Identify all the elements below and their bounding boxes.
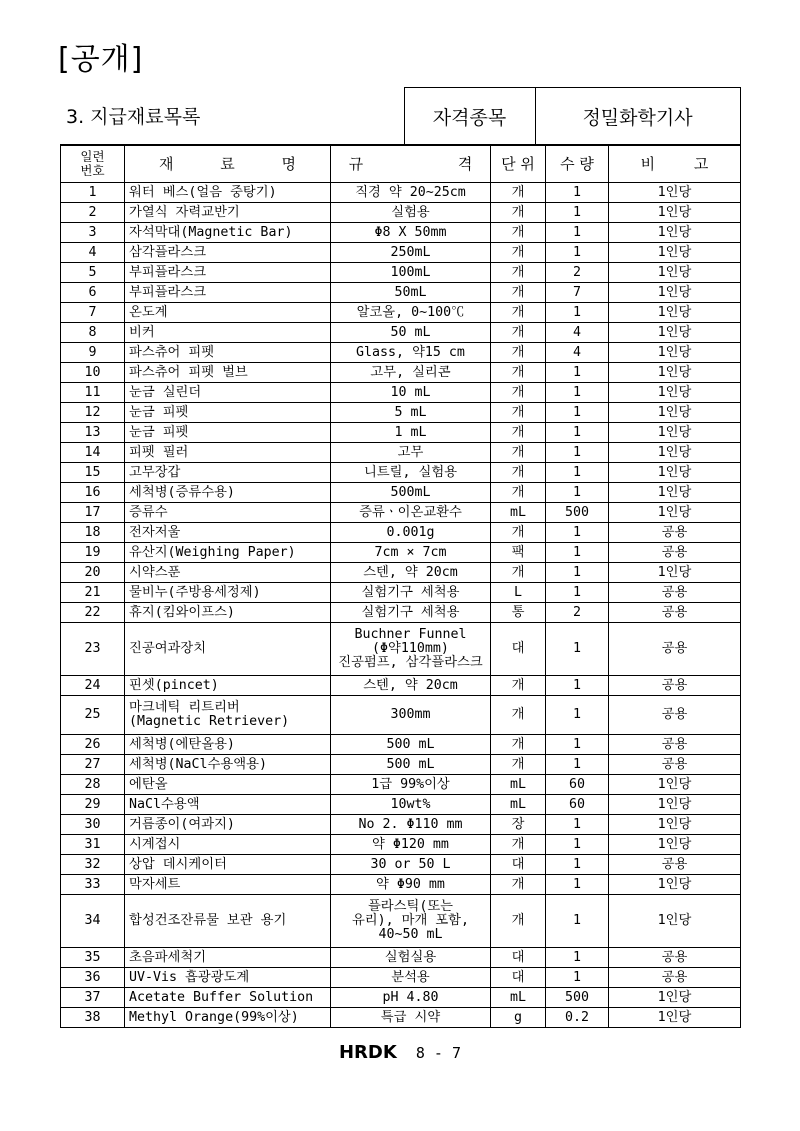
cell-qty: 1 [546, 443, 609, 463]
cell-qty: 1 [546, 895, 609, 948]
cell-spec: 스텐, 약 20cm [331, 563, 491, 583]
cell-unit: 대 [491, 623, 546, 676]
cell-unit: g [491, 1008, 546, 1028]
cell-name: 상압 데시케이터 [125, 855, 331, 875]
cell-name: 눈금 피펫 [125, 423, 331, 443]
cell-spec-line: 진공펌프, 삼각플라스크 [338, 655, 483, 670]
cell-spec: 직경 약 20~25cm [331, 183, 491, 203]
cell-note: 1인당 [609, 383, 741, 403]
cell-name: 시약스푼 [125, 563, 331, 583]
table-row [61, 1008, 741, 1028]
cell-unit: 개 [491, 283, 546, 303]
cell-qty: 1 [546, 183, 609, 203]
cell-spec: 약 Φ90 mm [331, 875, 491, 895]
cell-spec: Glass, 약15 cm [331, 343, 491, 363]
cell-unit: 개 [491, 403, 546, 423]
cell-qty: 1 [546, 948, 609, 968]
col-header-num-text: 일련번호 [80, 149, 105, 178]
cell-num: 2 [61, 203, 125, 223]
cell-num: 35 [61, 948, 125, 968]
hrdk-logo: HRDK [338, 1042, 397, 1063]
cell-note: 1인당 [609, 483, 741, 503]
cell-note: 1인당 [609, 563, 741, 583]
cell-name: 세척병(증류수용) [125, 483, 331, 503]
cell-num: 32 [61, 855, 125, 875]
cell-unit: 팩 [491, 543, 546, 563]
cell-note: 1인당 [609, 343, 741, 363]
cell-num: 1 [61, 183, 125, 203]
col-header-qty: 수 량 [546, 146, 609, 183]
cell-name-line: (Magnetic Retriever) [129, 714, 290, 729]
cell-qty: 2 [546, 263, 609, 283]
cell-note: 1인당 [609, 263, 741, 283]
table-row [61, 383, 741, 403]
cell-qty: 1 [546, 463, 609, 483]
cell-name: 합성건조잔류물 보관 용기 [125, 895, 331, 948]
table-row [61, 223, 741, 243]
table-row [61, 183, 741, 203]
cell-name: 눈금 피펫 [125, 403, 331, 423]
cell-spec: 50 mL [331, 323, 491, 343]
cell-num: 25 [61, 696, 125, 735]
cell-num: 20 [61, 563, 125, 583]
cell-num: 31 [61, 835, 125, 855]
cell-num: 9 [61, 343, 125, 363]
table-row [61, 203, 741, 223]
cell-qty: 1 [546, 676, 609, 696]
cell-unit: 개 [491, 875, 546, 895]
cell-num: 11 [61, 383, 125, 403]
cell-num: 13 [61, 423, 125, 443]
cell-name: 세척병(NaCl수용액용) [125, 755, 331, 775]
materials-table [60, 145, 741, 1028]
cell-note: 공용 [609, 755, 741, 775]
cell-spec: 7cm × 7cm [331, 543, 491, 563]
cell-qty: 1 [546, 523, 609, 543]
table-row [61, 755, 741, 775]
cell-note: 1인당 [609, 303, 741, 323]
cell-note: 1인당 [609, 988, 741, 1008]
cell-num: 33 [61, 875, 125, 895]
cell-name: 눈금 실린더 [125, 383, 331, 403]
table-row [61, 363, 741, 383]
cell-num: 18 [61, 523, 125, 543]
cell-qty: 60 [546, 775, 609, 795]
table-row [61, 283, 741, 303]
cell-unit: 대 [491, 948, 546, 968]
table-row [61, 343, 741, 363]
cell-spec: 300mm [331, 696, 491, 735]
cell-num: 3 [61, 223, 125, 243]
cell-name: 부피플라스크 [125, 283, 331, 303]
cell-name: 유산지(Weighing Paper) [125, 543, 331, 563]
cell-qty: 0.2 [546, 1008, 609, 1028]
table-row [61, 263, 741, 283]
cell-num: 16 [61, 483, 125, 503]
cell-note: 1인당 [609, 403, 741, 423]
cell-spec: 실험실용 [331, 948, 491, 968]
cell-spec: 500 mL [331, 755, 491, 775]
cell-name: 자석막대(Magnetic Bar) [125, 223, 331, 243]
table-row [61, 503, 741, 523]
cell-note: 1인당 [609, 875, 741, 895]
cell-spec-line: Buchner Funnel [354, 627, 467, 642]
cell-num: 34 [61, 895, 125, 948]
cell-name: UV-Vis 흡광광도계 [125, 968, 331, 988]
cell-note: 1인당 [609, 503, 741, 523]
cell-unit: mL [491, 775, 546, 795]
cell-qty: 1 [546, 543, 609, 563]
cell-qty: 1 [546, 203, 609, 223]
cell-qty: 1 [546, 363, 609, 383]
cell-unit: mL [491, 795, 546, 815]
cell-note: 공용 [609, 735, 741, 755]
cell-name: 세척병(에탄올용) [125, 735, 331, 755]
cell-qty: 1 [546, 563, 609, 583]
cell-name-line: 마크네틱 리트리버 [129, 700, 240, 715]
cell-unit: 통 [491, 603, 546, 623]
cell-note: 1인당 [609, 835, 741, 855]
cell-spec-line: (Φ약110mm) [372, 641, 449, 656]
cell-spec: 분석용 [331, 968, 491, 988]
cell-note: 공용 [609, 523, 741, 543]
cell-name: 물비누(주방용세정제) [125, 583, 331, 603]
header-table [60, 87, 741, 145]
cell-unit: 개 [491, 303, 546, 323]
cell-spec [331, 895, 491, 948]
table-row [61, 775, 741, 795]
cell-spec: 5 mL [331, 403, 491, 423]
cell-qty: 1 [546, 875, 609, 895]
cell-unit: 개 [491, 363, 546, 383]
table-row [61, 583, 741, 603]
cell-note: 1인당 [609, 815, 741, 835]
cell-unit: 개 [491, 183, 546, 203]
cell-unit: 개 [491, 343, 546, 363]
cell-qty: 1 [546, 755, 609, 775]
table-row [61, 895, 741, 948]
cell-name: 휴지(킴와이프스) [125, 603, 331, 623]
cell-name: 증류수 [125, 503, 331, 523]
cell-num: 26 [61, 735, 125, 755]
cell-spec: 50mL [331, 283, 491, 303]
cell-name: 비커 [125, 323, 331, 343]
cell-qty: 1 [546, 968, 609, 988]
cell-name: 핀셋(pincet) [125, 676, 331, 696]
cell-name: 삼각플라스크 [125, 243, 331, 263]
cell-num: 29 [61, 795, 125, 815]
cell-num: 7 [61, 303, 125, 323]
cell-name: 부피플라스크 [125, 263, 331, 283]
cell-spec: 100mL [331, 263, 491, 283]
cell-unit: 개 [491, 696, 546, 735]
cell-unit: 개 [491, 243, 546, 263]
cell-note: 공용 [609, 583, 741, 603]
cell-unit: 개 [491, 835, 546, 855]
cell-spec: 30 or 50 L [331, 855, 491, 875]
cell-name: 파스츄어 피펫 [125, 343, 331, 363]
cell-spec: 고무 [331, 443, 491, 463]
table-row [61, 855, 741, 875]
cell-qty: 1 [546, 403, 609, 423]
cell-note: 공용 [609, 968, 741, 988]
table-row [61, 423, 741, 443]
cell-qty: 1 [546, 835, 609, 855]
cell-note: 1인당 [609, 183, 741, 203]
cell-note: 공용 [609, 543, 741, 563]
table-row [61, 543, 741, 563]
cell-name: 진공여과장치 [125, 623, 331, 676]
cell-num: 4 [61, 243, 125, 263]
cell-qty: 1 [546, 483, 609, 503]
cell-num: 14 [61, 443, 125, 463]
cell-unit: 개 [491, 483, 546, 503]
cell-num: 38 [61, 1008, 125, 1028]
cell-note: 공용 [609, 855, 741, 875]
cell-num: 17 [61, 503, 125, 523]
cell-qty: 2 [546, 603, 609, 623]
col-header-num [61, 146, 125, 183]
cell-unit: L [491, 583, 546, 603]
cell-num: 37 [61, 988, 125, 1008]
cell-unit: 개 [491, 463, 546, 483]
cell-spec: 실험용 [331, 203, 491, 223]
cell-note: 1인당 [609, 423, 741, 443]
cell-name: 파스츄어 피펫 벌브 [125, 363, 331, 383]
cell-note: 1인당 [609, 243, 741, 263]
cell-name: 에탄올 [125, 775, 331, 795]
table-row [61, 403, 741, 423]
cell-note: 1인당 [609, 775, 741, 795]
cell-spec: 알코올, 0~100℃ [331, 303, 491, 323]
qualification-label: 자격종목 [404, 88, 535, 145]
cell-qty: 1 [546, 583, 609, 603]
table-row [61, 735, 741, 755]
cell-spec: pH 4.80 [331, 988, 491, 1008]
cell-spec [331, 623, 491, 676]
cell-qty: 1 [546, 223, 609, 243]
cell-num: 23 [61, 623, 125, 676]
cell-name: 피펫 필러 [125, 443, 331, 463]
cell-note: 1인당 [609, 463, 741, 483]
cell-note: 공용 [609, 603, 741, 623]
table-row [61, 523, 741, 543]
cell-note: 1인당 [609, 203, 741, 223]
table-row [61, 323, 741, 343]
cell-name [125, 696, 331, 735]
col-header-unit: 단 위 [491, 146, 546, 183]
cell-unit: mL [491, 503, 546, 523]
cell-qty: 1 [546, 855, 609, 875]
cell-spec-line: 플라스틱(또는 [367, 899, 454, 914]
qualification-name: 정밀화학기사 [535, 88, 740, 145]
cell-spec: 특급 시약 [331, 1008, 491, 1028]
table-row [61, 603, 741, 623]
cell-num: 21 [61, 583, 125, 603]
cell-note: 1인당 [609, 323, 741, 343]
cell-note: 공용 [609, 948, 741, 968]
table-header-row [61, 146, 741, 183]
cell-unit: 대 [491, 855, 546, 875]
cell-unit: 개 [491, 443, 546, 463]
table-row [61, 875, 741, 895]
cell-note: 공용 [609, 676, 741, 696]
table-row [61, 988, 741, 1008]
cell-spec: 10 mL [331, 383, 491, 403]
cell-unit: 개 [491, 563, 546, 583]
cell-spec: Φ8 X 50mm [331, 223, 491, 243]
cell-spec: 250mL [331, 243, 491, 263]
cell-unit: mL [491, 988, 546, 1008]
cell-name: 초음파세척기 [125, 948, 331, 968]
cell-unit: 개 [491, 755, 546, 775]
cell-note: 1인당 [609, 1008, 741, 1028]
cell-qty: 1 [546, 696, 609, 735]
cell-note: 1인당 [609, 443, 741, 463]
cell-unit: 개 [491, 223, 546, 243]
page-footer [0, 1042, 800, 1063]
table-row [61, 443, 741, 463]
cell-unit: 개 [491, 203, 546, 223]
public-tag: [공개] [58, 42, 144, 77]
cell-spec-line: 유리), 마개 포함, [351, 913, 470, 928]
cell-num: 5 [61, 263, 125, 283]
cell-num: 24 [61, 676, 125, 696]
cell-spec: 10wt% [331, 795, 491, 815]
cell-unit: 개 [491, 735, 546, 755]
cell-name: Acetate Buffer Solution [125, 988, 331, 1008]
cell-unit: 개 [491, 423, 546, 443]
col-header-name: 재 료 명 [125, 146, 331, 183]
cell-name: Methyl Orange(99%이상) [125, 1008, 331, 1028]
table-row [61, 968, 741, 988]
cell-name: 고무장갑 [125, 463, 331, 483]
cell-qty: 1 [546, 303, 609, 323]
cell-note: 1인당 [609, 283, 741, 303]
cell-num: 28 [61, 775, 125, 795]
cell-qty: 1 [546, 383, 609, 403]
page-number: 8 - 7 [415, 1044, 461, 1062]
cell-unit: 대 [491, 968, 546, 988]
cell-note: 공용 [609, 696, 741, 735]
cell-spec: 스텐, 약 20cm [331, 676, 491, 696]
cell-qty: 60 [546, 795, 609, 815]
cell-name: 막자세트 [125, 875, 331, 895]
cell-qty: 4 [546, 343, 609, 363]
cell-note: 1인당 [609, 895, 741, 948]
cell-qty: 1 [546, 243, 609, 263]
table-row [61, 676, 741, 696]
cell-qty: 500 [546, 503, 609, 523]
table-row [61, 948, 741, 968]
cell-unit: 개 [491, 383, 546, 403]
cell-num: 19 [61, 543, 125, 563]
cell-qty: 1 [546, 815, 609, 835]
table-row [61, 623, 741, 676]
cell-spec: 니트릴, 실험용 [331, 463, 491, 483]
cell-qty: 500 [546, 988, 609, 1008]
cell-num: 30 [61, 815, 125, 835]
cell-num: 6 [61, 283, 125, 303]
cell-note: 1인당 [609, 795, 741, 815]
cell-name: 전자저울 [125, 523, 331, 543]
cell-num: 10 [61, 363, 125, 383]
cell-unit: 개 [491, 676, 546, 696]
cell-qty: 1 [546, 423, 609, 443]
cell-num: 27 [61, 755, 125, 775]
table-row [61, 815, 741, 835]
table-row [61, 835, 741, 855]
cell-note: 1인당 [609, 223, 741, 243]
cell-spec: 실험기구 세척용 [331, 603, 491, 623]
cell-name: 가열식 자력교반기 [125, 203, 331, 223]
cell-spec: 500mL [331, 483, 491, 503]
cell-unit: 장 [491, 815, 546, 835]
cell-note: 1인당 [609, 363, 741, 383]
table-row [61, 463, 741, 483]
table-row [61, 243, 741, 263]
cell-unit: 개 [491, 895, 546, 948]
col-header-note: 비 고 [609, 146, 741, 183]
cell-name: 시계접시 [125, 835, 331, 855]
cell-qty: 4 [546, 323, 609, 343]
cell-spec: 실험기구 세척용 [331, 583, 491, 603]
cell-num: 12 [61, 403, 125, 423]
cell-note: 공용 [609, 623, 741, 676]
cell-name: 온도계 [125, 303, 331, 323]
cell-unit: 개 [491, 263, 546, 283]
col-header-spec: 규 격 [331, 146, 491, 183]
table-row [61, 563, 741, 583]
cell-spec-line: 40~50 mL [378, 927, 443, 942]
cell-spec: 0.001g [331, 523, 491, 543]
cell-spec: 500 mL [331, 735, 491, 755]
cell-spec: 고무, 실리콘 [331, 363, 491, 383]
section-title: 3. 지급재료목록 [60, 88, 404, 145]
cell-spec: 1급 99%이상 [331, 775, 491, 795]
cell-spec: 증류ㆍ이온교환수 [331, 503, 491, 523]
cell-unit: 개 [491, 523, 546, 543]
cell-num: 22 [61, 603, 125, 623]
cell-num: 36 [61, 968, 125, 988]
table-row [61, 795, 741, 815]
cell-name: 워터 베스(얼음 중탕기) [125, 183, 331, 203]
cell-qty: 1 [546, 623, 609, 676]
cell-num: 8 [61, 323, 125, 343]
cell-name: NaCl수용액 [125, 795, 331, 815]
cell-spec: No 2. Φ110 mm [331, 815, 491, 835]
cell-qty: 7 [546, 283, 609, 303]
table-row [61, 303, 741, 323]
cell-qty: 1 [546, 735, 609, 755]
cell-spec: 1 mL [331, 423, 491, 443]
cell-num: 15 [61, 463, 125, 483]
cell-unit: 개 [491, 323, 546, 343]
cell-spec: 약 Φ120 mm [331, 835, 491, 855]
cell-name: 거름종이(여과지) [125, 815, 331, 835]
table-row [61, 483, 741, 503]
table-row [61, 696, 741, 735]
